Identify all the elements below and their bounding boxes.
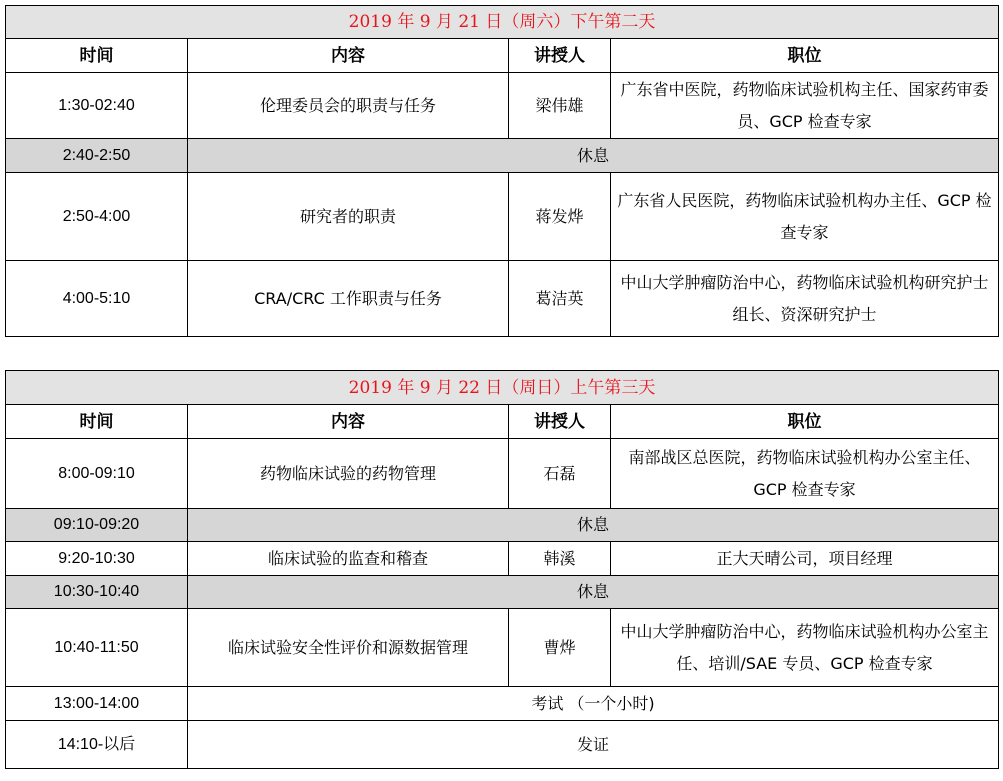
header-row bbox=[6, 405, 999, 439]
table-row bbox=[6, 173, 999, 261]
row-position: 广东省人民医院，药物临床试验机构办主任、GCP 检查专家 bbox=[611, 173, 999, 261]
row-speaker: 石磊 bbox=[509, 439, 611, 509]
table-row bbox=[6, 609, 999, 687]
certificate-label: 发证 bbox=[188, 721, 999, 769]
row-content: 研究者的职责 bbox=[188, 173, 509, 261]
row-time: 13:00-14:00 bbox=[6, 687, 188, 721]
header-position: 职位 bbox=[611, 405, 999, 439]
row-time: 9:20-10:30 bbox=[6, 542, 188, 576]
row-time: 09:10-09:20 bbox=[6, 509, 188, 542]
header-time: 时间 bbox=[6, 405, 188, 439]
header-speaker: 讲授人 bbox=[509, 405, 611, 439]
exam-label: 考试 （一个小时) bbox=[188, 687, 999, 721]
row-time: 10:30-10:40 bbox=[6, 576, 188, 609]
row-position: 正大天晴公司，项目经理 bbox=[611, 542, 999, 576]
row-position: 中山大学肿瘤防治中心，药物临床试验机构研究护士组长、资深研究护士 bbox=[611, 261, 999, 337]
row-time: 10:40-11:50 bbox=[6, 609, 188, 687]
table-title-row bbox=[6, 6, 999, 39]
schedule-table-day3 bbox=[5, 370, 999, 769]
row-time: 4:00-5:10 bbox=[6, 261, 188, 337]
break-row bbox=[6, 139, 999, 173]
table-title-row bbox=[6, 371, 999, 405]
header-row bbox=[6, 39, 999, 73]
header-speaker: 讲授人 bbox=[509, 39, 611, 73]
table-row bbox=[6, 73, 999, 139]
table-title: 2019 年 9 月 22 日（周日）上午第三天 bbox=[6, 371, 999, 405]
row-time: 14:10-以后 bbox=[6, 721, 188, 769]
row-speaker: 曹烨 bbox=[509, 609, 611, 687]
row-speaker: 韩溪 bbox=[509, 542, 611, 576]
break-label: 休息 bbox=[188, 139, 999, 173]
header-content: 内容 bbox=[188, 405, 509, 439]
table-row bbox=[6, 687, 999, 721]
table-row bbox=[6, 542, 999, 576]
break-row bbox=[6, 509, 999, 542]
row-content: 临床试验安全性评价和源数据管理 bbox=[188, 609, 509, 687]
table-title: 2019 年 9 月 21 日（周六）下午第二天 bbox=[6, 6, 999, 39]
row-content: 药物临床试验的药物管理 bbox=[188, 439, 509, 509]
row-speaker: 葛洁英 bbox=[509, 261, 611, 337]
row-time: 1:30-02:40 bbox=[6, 73, 188, 139]
break-label: 休息 bbox=[188, 576, 999, 609]
row-position: 中山大学肿瘤防治中心，药物临床试验机构办公室主任、培训/SAE 专员、GCP 检查专家 bbox=[611, 609, 999, 687]
row-content: CRA/CRC 工作职责与任务 bbox=[188, 261, 509, 337]
header-position: 职位 bbox=[611, 39, 999, 73]
table-row bbox=[6, 439, 999, 509]
row-time: 8:00-09:10 bbox=[6, 439, 188, 509]
table-row bbox=[6, 261, 999, 337]
row-speaker: 蒋发烨 bbox=[509, 173, 611, 261]
row-time: 2:50-4:00 bbox=[6, 173, 188, 261]
row-speaker: 梁伟雄 bbox=[509, 73, 611, 139]
break-row bbox=[6, 576, 999, 609]
row-content: 伦理委员会的职责与任务 bbox=[188, 73, 509, 139]
row-content: 临床试验的监查和稽查 bbox=[188, 542, 509, 576]
header-time: 时间 bbox=[6, 39, 188, 73]
break-label: 休息 bbox=[188, 509, 999, 542]
row-position: 广东省中医院，药物临床试验机构主任、国家药审委员、GCP 检查专家 bbox=[611, 73, 999, 139]
row-time: 2:40-2:50 bbox=[6, 139, 188, 173]
table-row bbox=[6, 721, 999, 769]
row-position: 南部战区总医院，药物临床试验机构办公室主任、GCP 检查专家 bbox=[611, 439, 999, 509]
header-content: 内容 bbox=[188, 39, 509, 73]
schedule-table-day2 bbox=[5, 5, 999, 337]
